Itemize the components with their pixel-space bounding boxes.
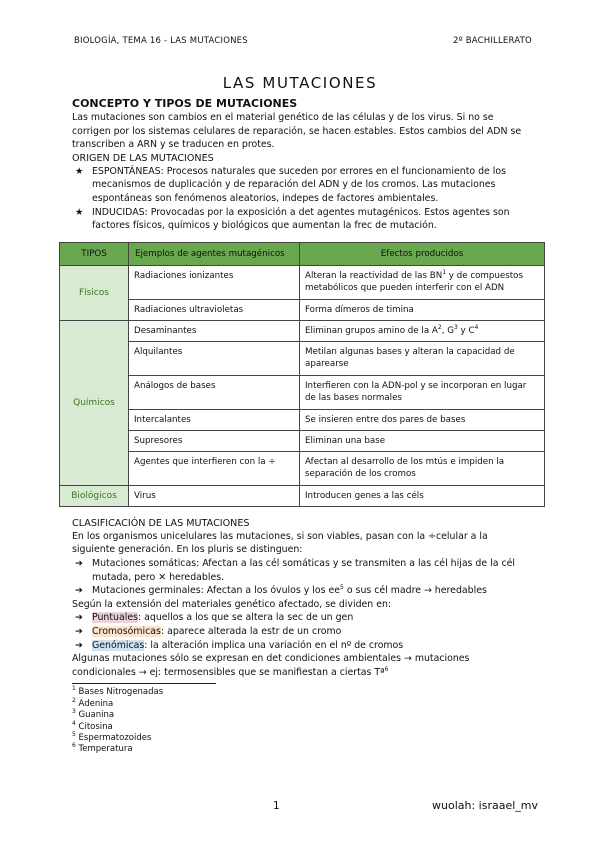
table-row bbox=[60, 265, 545, 299]
table-row bbox=[60, 430, 545, 451]
list-item bbox=[72, 584, 528, 598]
col-header-effects: Efectos producidos bbox=[300, 242, 545, 265]
origin-list bbox=[72, 165, 528, 233]
agent-cell: Análogos de bases bbox=[129, 375, 300, 409]
classification-paragraph: En los organismos unicelulares las mutaciones, si son viables, pasan con la ÷celular a la siguiente generación. En los pluris se distinguen: bbox=[72, 530, 488, 556]
list-item bbox=[72, 639, 528, 653]
star-icon: ★ bbox=[75, 206, 84, 218]
footnote: $^4$ Citosina bbox=[72, 719, 113, 732]
table-row bbox=[60, 299, 545, 320]
effect-cell: Eliminan grupos amino de la $A^2$, $G^3$ y $C^4$ bbox=[300, 320, 545, 341]
category-physical: Físicos bbox=[60, 265, 129, 320]
category-biological: Biológicos bbox=[60, 485, 129, 506]
footnote: $^6$ Temperatura bbox=[72, 742, 133, 755]
term-genomicas: Genómicas bbox=[92, 639, 145, 651]
agent-cell: Supresores bbox=[129, 430, 300, 451]
header-right: 2º BACHILLERATO bbox=[453, 36, 532, 46]
term-desc: : la alteración implica una variación en el nº de cromos bbox=[144, 639, 404, 651]
effect-cell: Eliminan una base bbox=[300, 430, 545, 451]
term-desc: : aparece alterada la estr de un cromo bbox=[160, 625, 342, 637]
table-row bbox=[60, 485, 545, 506]
conditional-paragraph: Algunas mutaciones sólo se expresan en det condiciones ambientales → mutaciones condicionales → ej: termosensibles que se manifiestan a ciertas Tª$^6$ bbox=[72, 653, 470, 678]
arrow-icon: ➔ bbox=[75, 639, 83, 651]
table-row bbox=[60, 341, 545, 375]
agent-cell: Alquilantes bbox=[129, 341, 300, 375]
extension-paragraph: Según la extensión del materiales genético afectado, se dividen en: bbox=[72, 598, 392, 610]
germinal-text: Mutaciones germinales: Afectan a los óvulos y los $ee^5$ o sus cél madre → heredables bbox=[92, 584, 487, 597]
effect-cell: Alteran la reactividad de las $BN^1$ y de compuestos metabólicos que pueden interferir con el ADN bbox=[300, 265, 545, 299]
effect-cell: Metilan algunas bases y alteran la capacidad de aparearse bbox=[300, 341, 545, 375]
footnote: $^1$ Bases Nitrogenadas bbox=[72, 685, 164, 698]
cell-type-list bbox=[72, 557, 528, 598]
star-icon: ★ bbox=[75, 165, 84, 177]
list-item bbox=[72, 625, 528, 639]
footnote-divider bbox=[72, 683, 216, 684]
brand-watermark: wuolah: israael_mv bbox=[432, 799, 539, 812]
arrow-icon: ➔ bbox=[75, 585, 83, 597]
agent-cell: Agentes que interfieren con la ÷ bbox=[129, 451, 300, 485]
origin-heading: ORIGEN DE LAS MUTACIONES bbox=[72, 152, 214, 164]
document-body bbox=[72, 97, 528, 756]
term-puntuales: Puntuales bbox=[92, 612, 138, 624]
list-item bbox=[72, 206, 528, 233]
category-chemical: Químicos bbox=[60, 320, 129, 485]
term-desc: : aquellos a los que se altera la sec de un gen bbox=[138, 612, 354, 624]
list-item bbox=[72, 557, 528, 584]
table-row bbox=[60, 375, 545, 409]
page-title: LAS MUTACIONES bbox=[222, 74, 378, 92]
arrow-icon: ➔ bbox=[75, 612, 83, 624]
list-item bbox=[72, 165, 528, 206]
mutagens-table bbox=[59, 242, 545, 507]
term-cromosomicas: Cromosómicas bbox=[92, 625, 161, 637]
header-left: BIOLOGÍA, TEMA 16 - LAS MUTACIONES bbox=[74, 36, 248, 46]
arrow-icon: ➔ bbox=[75, 557, 83, 569]
effect-cell: Introducen genes a las céls bbox=[300, 485, 545, 506]
agent-cell: Virus bbox=[129, 485, 300, 506]
table-row bbox=[60, 409, 545, 430]
section-heading-concept: CONCEPTO Y TIPOS DE MUTACIONES bbox=[72, 97, 298, 110]
origin-induced: INDUCIDAS: Provocadas por la exposición a det agentes mutagénicos. Estos agentes son factores físicos, químicos y biológicos que aumentan la frec de mutación. bbox=[92, 206, 510, 232]
effect-cell: Se insieren entre dos pares de bases bbox=[300, 409, 545, 430]
extension-list bbox=[72, 611, 528, 652]
footnotes bbox=[72, 687, 528, 755]
footnote: $^3$ Guanina bbox=[72, 708, 115, 721]
footnote: $^5$ Espermatozoides bbox=[72, 731, 152, 743]
list-item bbox=[72, 611, 528, 625]
table-row bbox=[60, 451, 545, 485]
somatic-text: Mutaciones somáticas: Afectan a las cél somáticas y se transmiten a las cél hijas de la cél mutada, pero ✕ heredables. bbox=[92, 557, 515, 583]
effect-cell: Forma dímeros de timina bbox=[300, 299, 545, 320]
classification-heading: CLASIFICACIÓN DE LAS MUTACIONES bbox=[72, 517, 250, 529]
table-header-row bbox=[60, 242, 545, 265]
effect-cell: Interfieren con la ADN-pol y se incorporan en lugar de las bases normales bbox=[300, 375, 545, 409]
agent-cell: Intercalantes bbox=[129, 409, 300, 430]
agent-cell: Desaminantes bbox=[129, 320, 300, 341]
agent-cell: Radiaciones ionizantes bbox=[129, 265, 300, 299]
agent-cell: Radiaciones ultravioletas bbox=[129, 299, 300, 320]
effect-cell: Afectan al desarrollo de los mtús e impiden la separación de los cromos bbox=[300, 451, 545, 485]
col-header-agents: Ejemplos de agentes mutagénicos bbox=[129, 242, 300, 265]
arrow-icon: ➔ bbox=[75, 625, 83, 637]
col-header-types: TIPOS bbox=[60, 242, 129, 265]
table-row bbox=[60, 320, 545, 341]
intro-paragraph: Las mutaciones son cambios en el material genético de las células y de los virus. Si no se corrigen por los sistemas celulares de reparación, se hacen estables. Estos cambios del ADN se transcriben a ARN y se traducen en protes. bbox=[72, 112, 522, 151]
footnote: $^2$ Adenina bbox=[72, 696, 114, 709]
origin-spontaneous: ESPONTÁNEAS: Procesos naturales que suceden por errores en el funcionamiento de los mecanismos de duplicación y de reparación del ADN y de los cromos. Las mutaciones espontáneas son fenómenos aleatorios, indepes de factores ambientales. bbox=[92, 165, 507, 204]
page-number: 1 bbox=[273, 800, 280, 812]
